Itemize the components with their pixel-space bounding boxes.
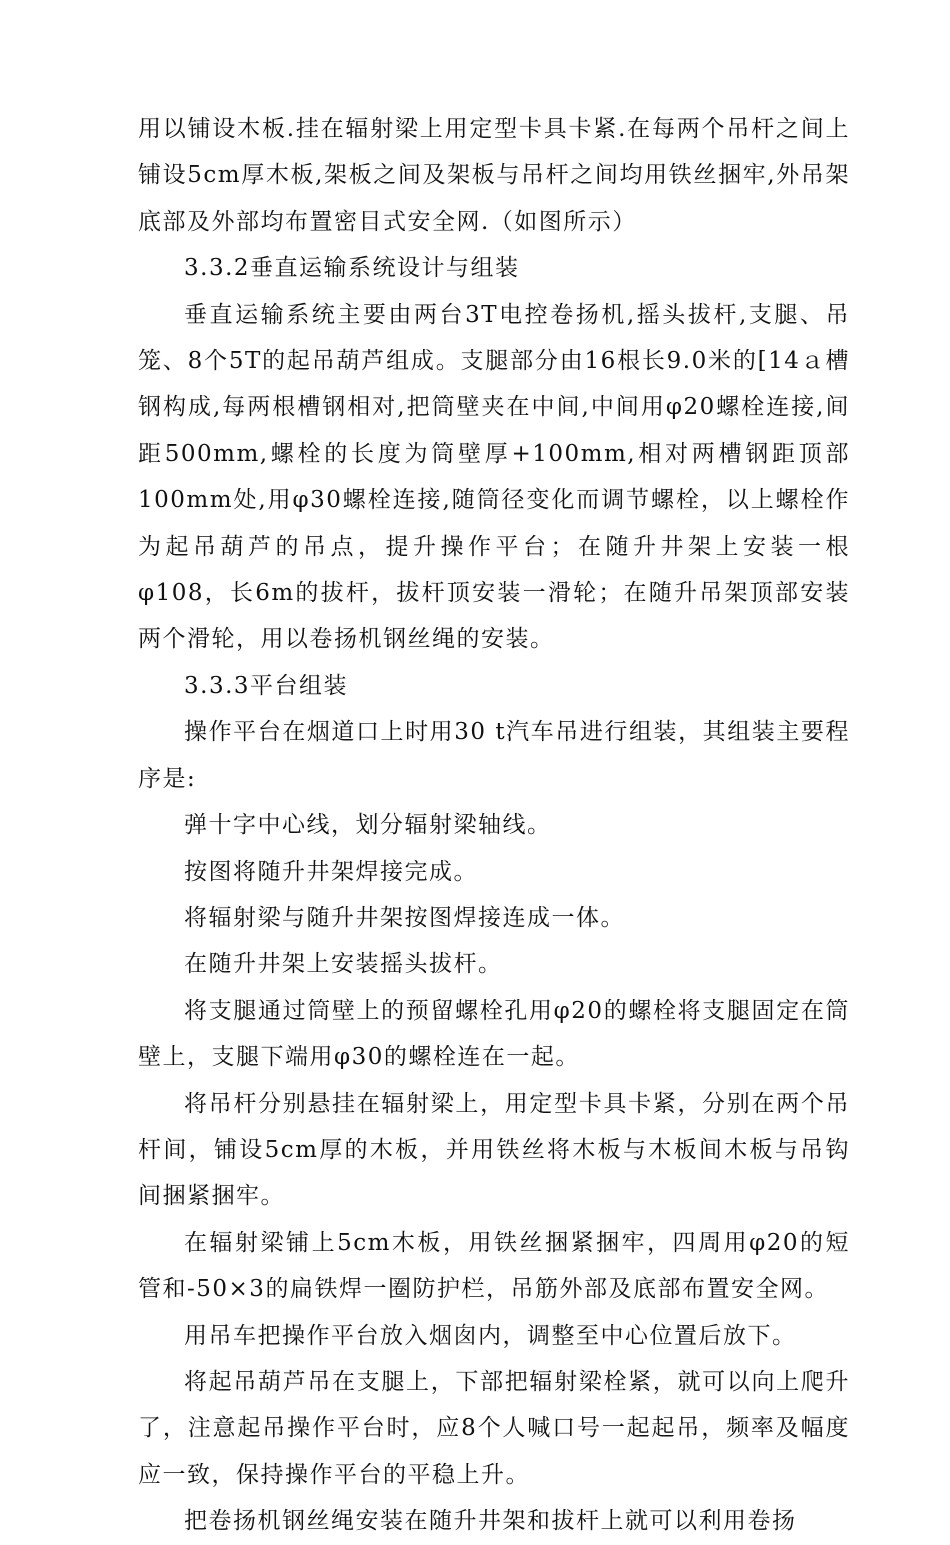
paragraph-vertical-transport: 垂直运输系统主要由两台3T电控卷扬机,摇头拔杆,支腿、吊笼、8个5T的起吊葫芦组成。支腿部分由16根长9.0米的[14ａ槽钢构成,每两根槽钢相对,把筒壁夹在中间,中间用φ20螺栓连接,间距500mm,螺栓的长度为筒壁厚+100mm,相对两槽钢距顶部100mm处,用φ30螺栓连接,随筒径变化而调节螺栓，以上螺栓作为起吊葫芦的吊点，提升操作平台；在随升井架上安装一根φ108，长6m的拔杆，拔杆顶安装一滑轮；在随升吊架顶部安装两个滑轮，用以卷扬机钢丝绳的安装。	[138, 301, 850, 653]
section-heading-3-3-2: 3.3.2垂直运输系统设计与组装	[184, 255, 520, 282]
step-lift-platform: 将起吊葫芦吊在支腿上，下部把辐射梁栓紧，就可以向上爬升了，注意起吊操作平台时，应8个人喊口号一起起吊，频率及幅度应一致，保持操作平台的平稳上升。	[138, 1368, 850, 1488]
section-heading-3-3-3: 3.3.3平台组装	[184, 672, 349, 699]
step-fix-legs: 将支腿通过筒壁上的预留螺栓孔用φ20的螺栓将支腿固定在筒壁上，支腿下端用φ30的螺栓连在一起。	[138, 997, 850, 1071]
step-lower-platform: 用吊车把操作平台放入烟囱内，调整至中心位置后放下。	[184, 1322, 797, 1349]
step-center-line: 弹十字中心线，划分辐射梁轴线。	[184, 812, 552, 839]
step-connect-beams: 将辐射梁与随升井架按图焊接连成一体。	[184, 904, 625, 931]
step-hang-rods: 将吊杆分别悬挂在辐射梁上，用定型卡具卡紧，分别在两个吊杆间，铺设5cm厚的木板，并用铁丝将木板与木板间木板与吊钩间捆紧捆牢。	[138, 1090, 850, 1210]
step-install-gin-pole: 在随升井架上安装摇头拔杆。	[184, 951, 503, 978]
step-weld-derrick: 按图将随升井架焊接完成。	[184, 858, 478, 885]
step-lay-boards: 在辐射梁铺上5cm木板，用铁丝捆紧捆牢，四周用φ20的短管和-50×3的扁铁焊一圈防护栏，吊筋外部及底部布置安全网。	[138, 1229, 850, 1303]
document-body	[138, 106, 850, 1545]
paragraph-continuation: 用以铺设木板.挂在辐射梁上用定型卡具卡紧.在每两个吊杆之间上铺设5cm厚木板,架板之间及架板与吊杆之间均用铁丝捆牢,外吊架底部及外部均布置密目式安全网.（如图所示）	[138, 116, 850, 235]
paragraph-platform-assembly-intro: 操作平台在烟道口上时用30 t汽车吊进行组装，其组装主要程序是:	[138, 719, 850, 792]
step-install-wire-rope: 把卷扬机钢丝绳安装在随升井架和拔杆上就可以利用卷扬	[184, 1508, 797, 1535]
